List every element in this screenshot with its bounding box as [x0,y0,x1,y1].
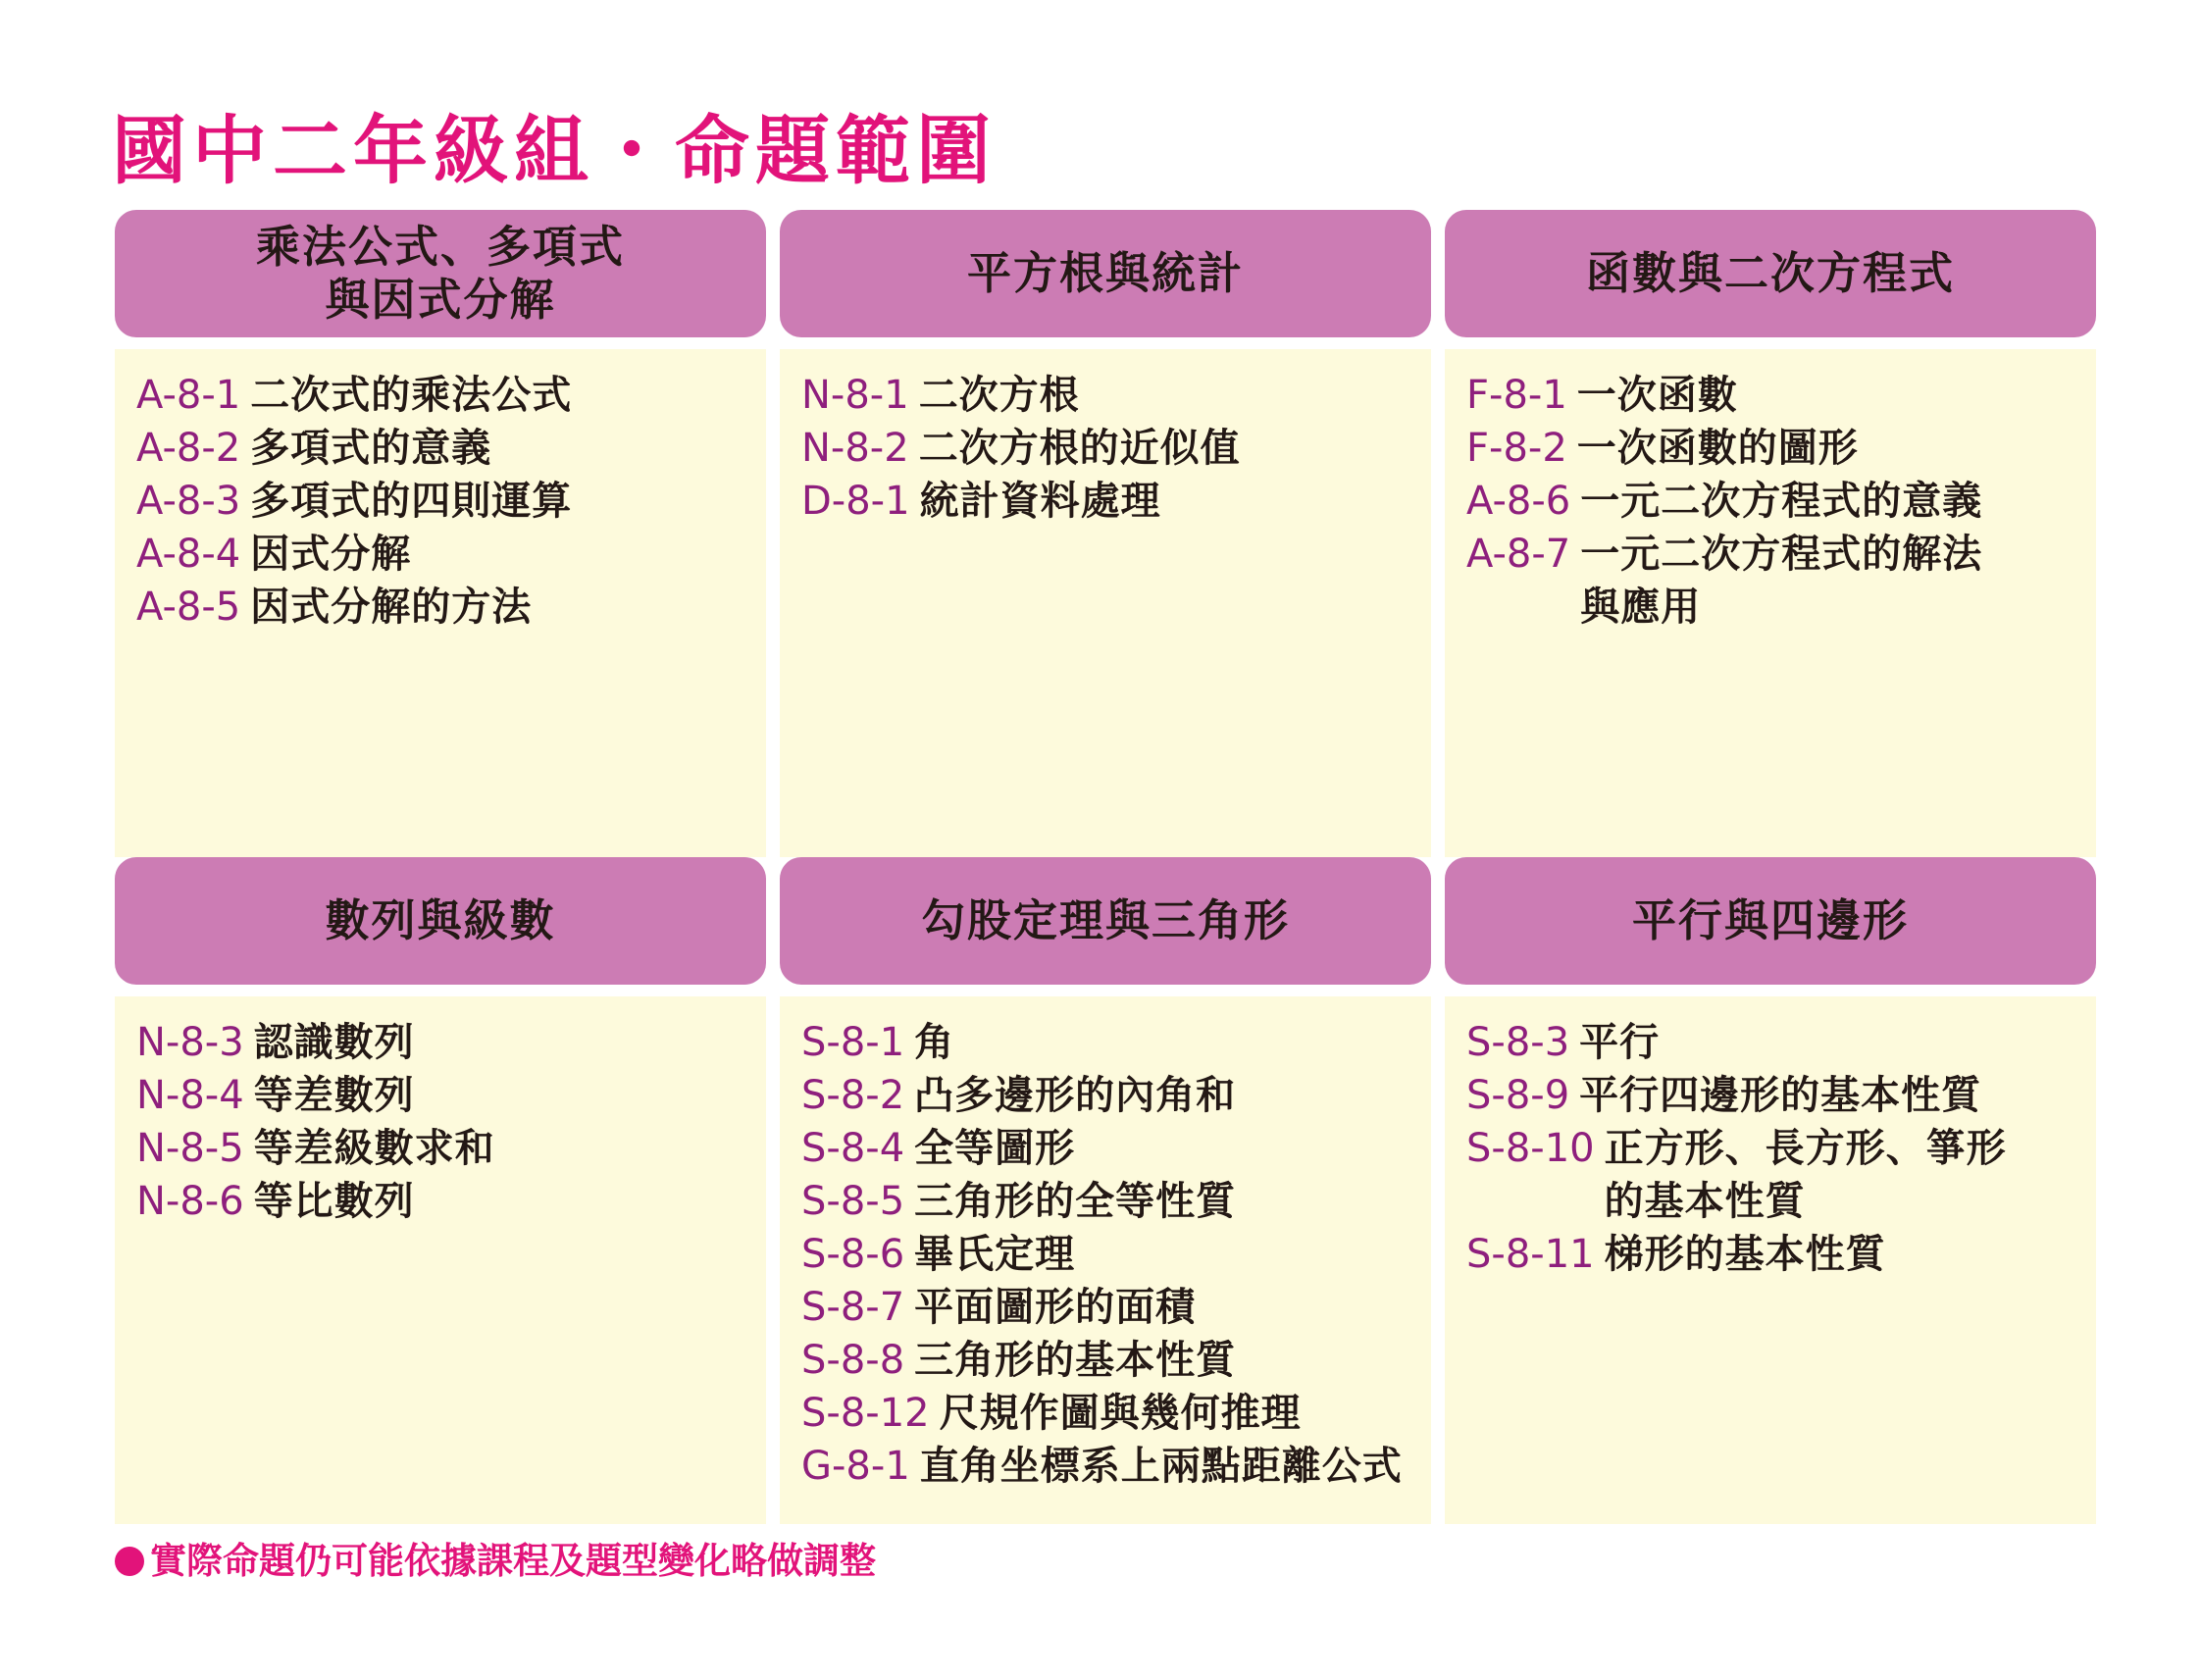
topic-code: S-8-3 [1466,1020,1570,1065]
topic-label: 一次函數的圖形 [1576,426,1859,471]
card-header: 數列與級數 [115,857,766,985]
topic-label: 全等圖形 [914,1126,1076,1171]
topic-code: F-8-2 [1466,426,1567,471]
topic-label: 多項式的四則運算 [250,479,573,524]
card-header: 平方根與統計 [780,210,1431,337]
topic-item [136,581,746,634]
card-body [1445,349,2096,857]
topic-item [1466,422,2076,475]
topic-label: 直角坐標系上兩點距離公式 [919,1444,1403,1489]
topic-label: 等比數列 [253,1179,415,1224]
topic-code: G-8-1 [801,1444,910,1489]
topic-code: S-8-5 [801,1179,905,1224]
topic-code: S-8-9 [1466,1073,1570,1118]
topic-item [136,422,746,475]
topic-item [801,1281,1411,1334]
topic-item [801,1069,1411,1122]
topic-code: S-8-10 [1466,1126,1595,1171]
card-body [115,996,766,1524]
topic-label: 一元二次方程式的解法 與應用 [1580,532,1983,630]
topic-item [1466,475,2076,528]
topic-label: 角 [914,1020,955,1065]
topic-item [801,1387,1411,1440]
topic-code: S-8-7 [801,1285,905,1330]
topic-item [136,475,746,528]
topic-label: 統計資料處理 [919,479,1161,524]
topic-code: A-8-2 [136,426,241,471]
topic-card-polynomials [115,210,766,857]
topic-item [801,1016,1411,1069]
topic-item [136,1016,746,1069]
card-body [780,996,1431,1524]
topic-item [136,1069,746,1122]
topic-card-parallel-quadrilaterals [1445,857,2096,1524]
topic-label: 二次方根的近似值 [918,426,1241,471]
topic-item [801,1228,1411,1281]
card-body [1445,996,2096,1524]
topic-item [1466,1122,2076,1228]
topic-code: S-8-2 [801,1073,905,1118]
topic-label: 梯形的基本性質 [1604,1232,1886,1277]
topic-label: 平行 [1579,1020,1661,1065]
topic-grid [115,210,2096,1524]
topic-code: S-8-6 [801,1232,905,1277]
topic-item [136,369,746,422]
topic-code: N-8-3 [136,1020,244,1065]
topic-code: A-8-1 [136,373,241,418]
topic-code: N-8-4 [136,1073,244,1118]
topic-item [801,1334,1411,1387]
card-header: 勾股定理與三角形 [780,857,1431,985]
topic-item [801,1440,1411,1493]
card-header: 平行與四邊形 [1445,857,2096,985]
topic-code: A-8-7 [1466,532,1571,577]
topic-label: 畢氏定理 [914,1232,1076,1277]
topic-item [1466,1069,2076,1122]
footnote-text: 實際命題仍可能依據課程及題型變化略做調整 [150,1540,876,1582]
topic-code: A-8-4 [136,532,241,577]
topic-label: 一次函數 [1576,373,1738,418]
topic-item [801,1175,1411,1228]
topic-item [801,369,1411,422]
card-header: 乘法公式、多項式 與因式分解 [115,210,766,337]
topic-code: N-8-5 [136,1126,244,1171]
topic-label: 二次方根 [918,373,1080,418]
bullet-dot-icon [115,1547,144,1576]
topic-item [1466,1228,2076,1281]
footnote [115,1538,876,1585]
topic-item [136,1175,746,1228]
topic-item [801,422,1411,475]
topic-label: 尺規作圖與幾何推理 [939,1391,1302,1436]
topic-label: 凸多邊形的內角和 [914,1073,1237,1118]
card-header: 函數與二次方程式 [1445,210,2096,337]
page-title: 國中二年級組・命題範圍 [112,107,997,194]
topic-code: A-8-5 [136,585,241,630]
topic-label: 平面圖形的面積 [914,1285,1197,1330]
topic-item [1466,528,2076,634]
card-body [780,349,1431,857]
topic-item [1466,1016,2076,1069]
topic-item [1466,369,2076,422]
topic-card-square-roots-statistics [780,210,1431,857]
topic-label: 三角形的全等性質 [914,1179,1237,1224]
topic-label: 正方形、長方形、箏形 的基本性質 [1604,1126,2007,1224]
topic-label: 三角形的基本性質 [914,1338,1237,1383]
topic-code: D-8-1 [801,479,910,524]
topic-card-functions-quadratics [1445,210,2096,857]
topic-label: 一元二次方程式的意義 [1580,479,1983,524]
topic-code: A-8-3 [136,479,241,524]
topic-code: F-8-1 [1466,373,1567,418]
topic-label: 二次式的乘法公式 [250,373,573,418]
topic-code: S-8-11 [1466,1232,1595,1277]
topic-label: 因式分解的方法 [250,585,533,630]
topic-item [136,1122,746,1175]
topic-card-sequences-series [115,857,766,1524]
card-body [115,349,766,857]
topic-label: 等差級數求和 [253,1126,495,1171]
topic-code: A-8-6 [1466,479,1571,524]
topic-code: N-8-1 [801,373,909,418]
topic-label: 等差數列 [253,1073,415,1118]
topic-label: 平行四邊形的基本性質 [1579,1073,1982,1118]
topic-item [801,1122,1411,1175]
topic-code: N-8-2 [801,426,909,471]
topic-code: N-8-6 [136,1179,244,1224]
topic-label: 認識數列 [253,1020,415,1065]
topic-code: S-8-4 [801,1126,905,1171]
topic-item [136,528,746,581]
topic-code: S-8-8 [801,1338,905,1383]
topic-code: S-8-12 [801,1391,930,1436]
topic-card-pythagorean-triangles [780,857,1431,1524]
topic-item [801,475,1411,528]
topic-code: S-8-1 [801,1020,905,1065]
topic-label: 因式分解 [250,532,412,577]
topic-label: 多項式的意義 [250,426,492,471]
